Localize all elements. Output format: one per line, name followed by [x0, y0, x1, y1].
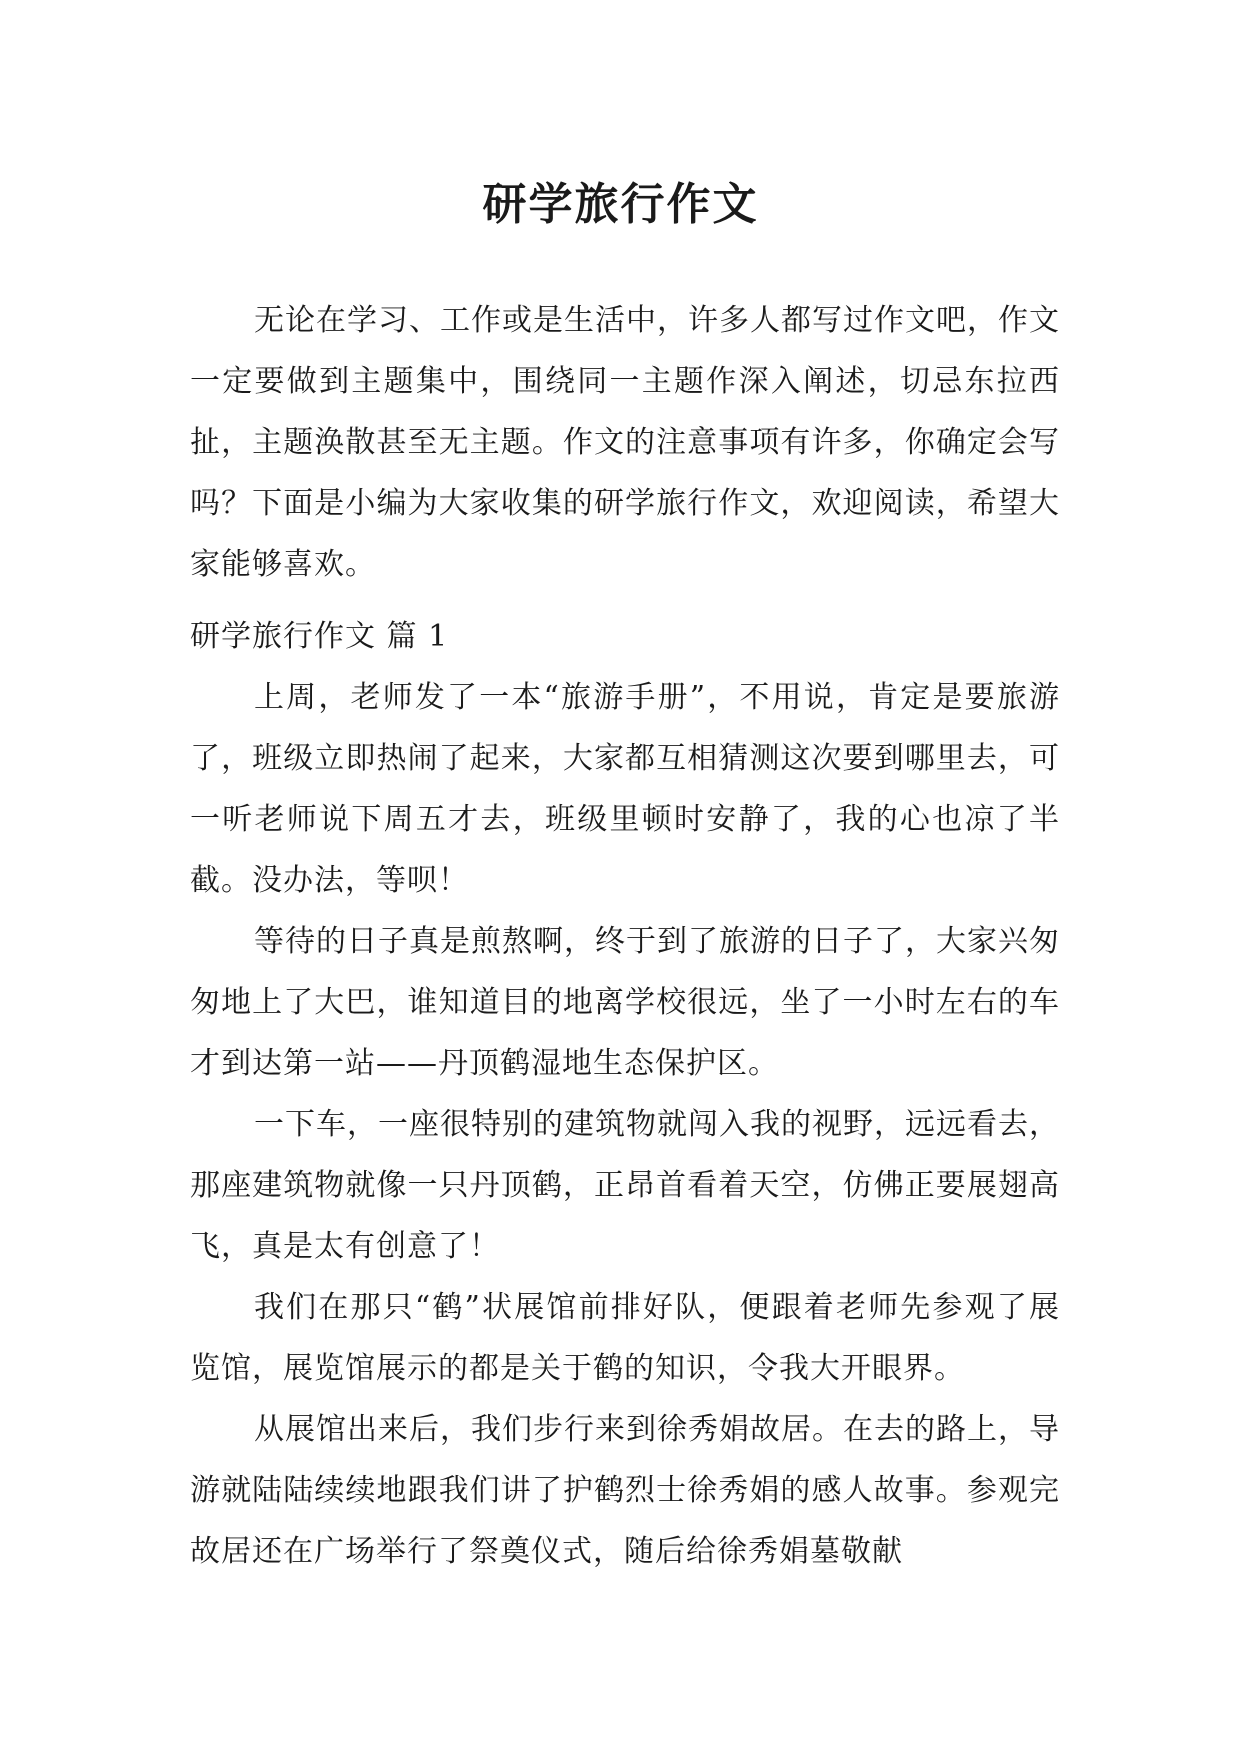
- body-paragraph: 从展馆出来后，我们步行来到徐秀娟故居。在去的路上，导游就陆陆续续地跟我们讲了护鹤烈士徐秀娟的感人故事。参观完故居还在广场举行了祭奠仪式，随后给徐秀娟墓敬献: [190, 1412, 1060, 1569]
- body-paragraph: 上周，老师发了一本“旅游手册”，不用说，肯定是要旅游了，班级立即热闹了起来，大家都互相猜测这次要到哪里去，可一听老师说下周五才去，班级里顿时安静了，我的心也凉了半截。没办法，等呗！: [190, 680, 1060, 898]
- intro-paragraph: 无论在学习、工作或是生活中，许多人都写过作文吧，作文一定要做到主题集中，围绕同一主题作深入阐述，切忌东拉西扯，主题涣散甚至无主题。作文的注意事项有许多，你确定会写吗？下面是小编为大家收集的研学旅行作文，欢迎阅读，希望大家能够喜欢。: [190, 303, 1060, 582]
- body-paragraph: 等待的日子真是煎熬啊，终于到了旅游的日子了，大家兴匆匆地上了大巴，谁知道目的地离学校很远，坐了一小时左右的车才到达第一站——丹顶鹤湿地生态保护区。: [190, 924, 1060, 1081]
- essay-section-1: [190, 606, 1060, 1582]
- document-title: 研学旅行作文: [482, 179, 759, 231]
- section-heading: 研学旅行作文 篇 1: [190, 619, 449, 654]
- body-paragraph: 我们在那只“鹤”状展馆前排好队，便跟着老师先参观了展览馆，展览馆展示的都是关于鹤的知识，令我大开眼界。: [190, 1290, 1060, 1386]
- intro-section: [190, 290, 1060, 595]
- body-paragraph: 一下车，一座很特别的建筑物就闯入我的视野，远远看去，那座建筑物就像一只丹顶鹤，正昂首看着天空，仿佛正要展翅高飞，真是太有创意了！: [190, 1107, 1060, 1264]
